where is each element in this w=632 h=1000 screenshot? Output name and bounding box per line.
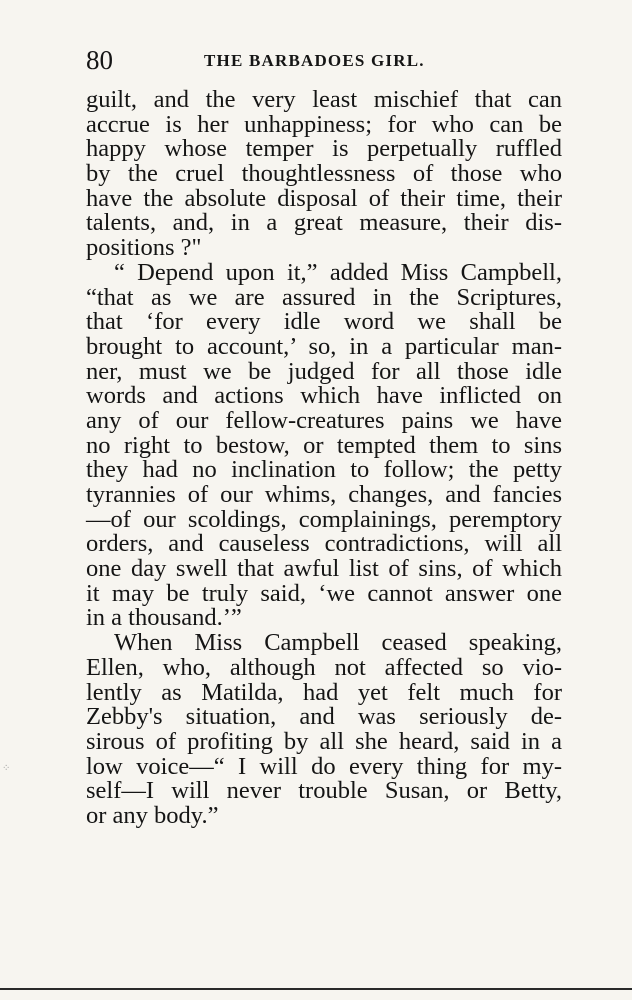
text-line: talents, and, in a great measure, their dis- — [86, 209, 562, 237]
text-line: that ‘for every idle word we shall be — [86, 308, 562, 336]
running-title: THE BARBADOES GIRL. — [204, 51, 425, 70]
text-line: Zebby's situation, and was seriously de- — [86, 703, 562, 731]
text-line: Ellen, who, although not affected so vio- — [86, 653, 562, 681]
text-line: tyrannies of our whims, changes, and fancies — [86, 481, 562, 508]
text-line: orders, and causeless contradictions, will all — [86, 530, 562, 558]
body-text — [86, 88, 562, 829]
page-number: 80 — [86, 45, 113, 75]
text-line: —of our scoldings, complainings, peremptory — [86, 505, 562, 533]
text-line: one day swell that awful list of sins, of which — [86, 555, 562, 583]
text-line: happy whose temper is perpetually ruffled — [86, 135, 562, 163]
text-line: no right to bestow, or tempted them to sins — [86, 431, 562, 459]
text-line: by the cruel thoughtlessness of those who — [86, 160, 562, 188]
text-line: “that as we are assured in the Scriptures, — [86, 283, 562, 311]
text-line: ner, must we be judged for all those idle — [86, 357, 562, 385]
text-line: guilt, and the very least mischief that can — [86, 86, 562, 113]
page-edge-line — [0, 988, 632, 990]
ink-smudge: ⁘ — [2, 763, 12, 774]
text-line: lently as Matilda, had yet felt much for — [86, 678, 562, 706]
text-line: positions ?" — [86, 234, 202, 262]
text-line: have the absolute disposal of their time, their — [86, 184, 562, 212]
text-line: low voice—“ I will do every thing for my- — [86, 752, 562, 780]
text-line: self—I will never trouble Susan, or Betty, — [86, 777, 562, 805]
text-line: it may be truly said, ‘we cannot answer one — [86, 579, 562, 607]
text-line: accrue is her unhappiness; for who can be — [86, 110, 562, 138]
text-line: or any body.” — [86, 801, 219, 829]
text-line: When Miss Campbell ceased speaking, — [114, 629, 562, 657]
text-line: words and actions which have inflicted on — [86, 382, 562, 410]
text-line: “ Depend upon it,” added Miss Campbell, — [114, 258, 562, 286]
text-line: sirous of profiting by all she heard, said in a — [86, 727, 562, 755]
text-line: they had no inclination to follow; the petty — [86, 456, 562, 484]
text-line: in a thousand.’” — [86, 604, 242, 632]
page-header — [86, 40, 562, 80]
text-line: brought to account,’ so, in a particular man- — [86, 332, 562, 360]
text-line: any of our fellow-creatures pains we have — [86, 406, 562, 434]
